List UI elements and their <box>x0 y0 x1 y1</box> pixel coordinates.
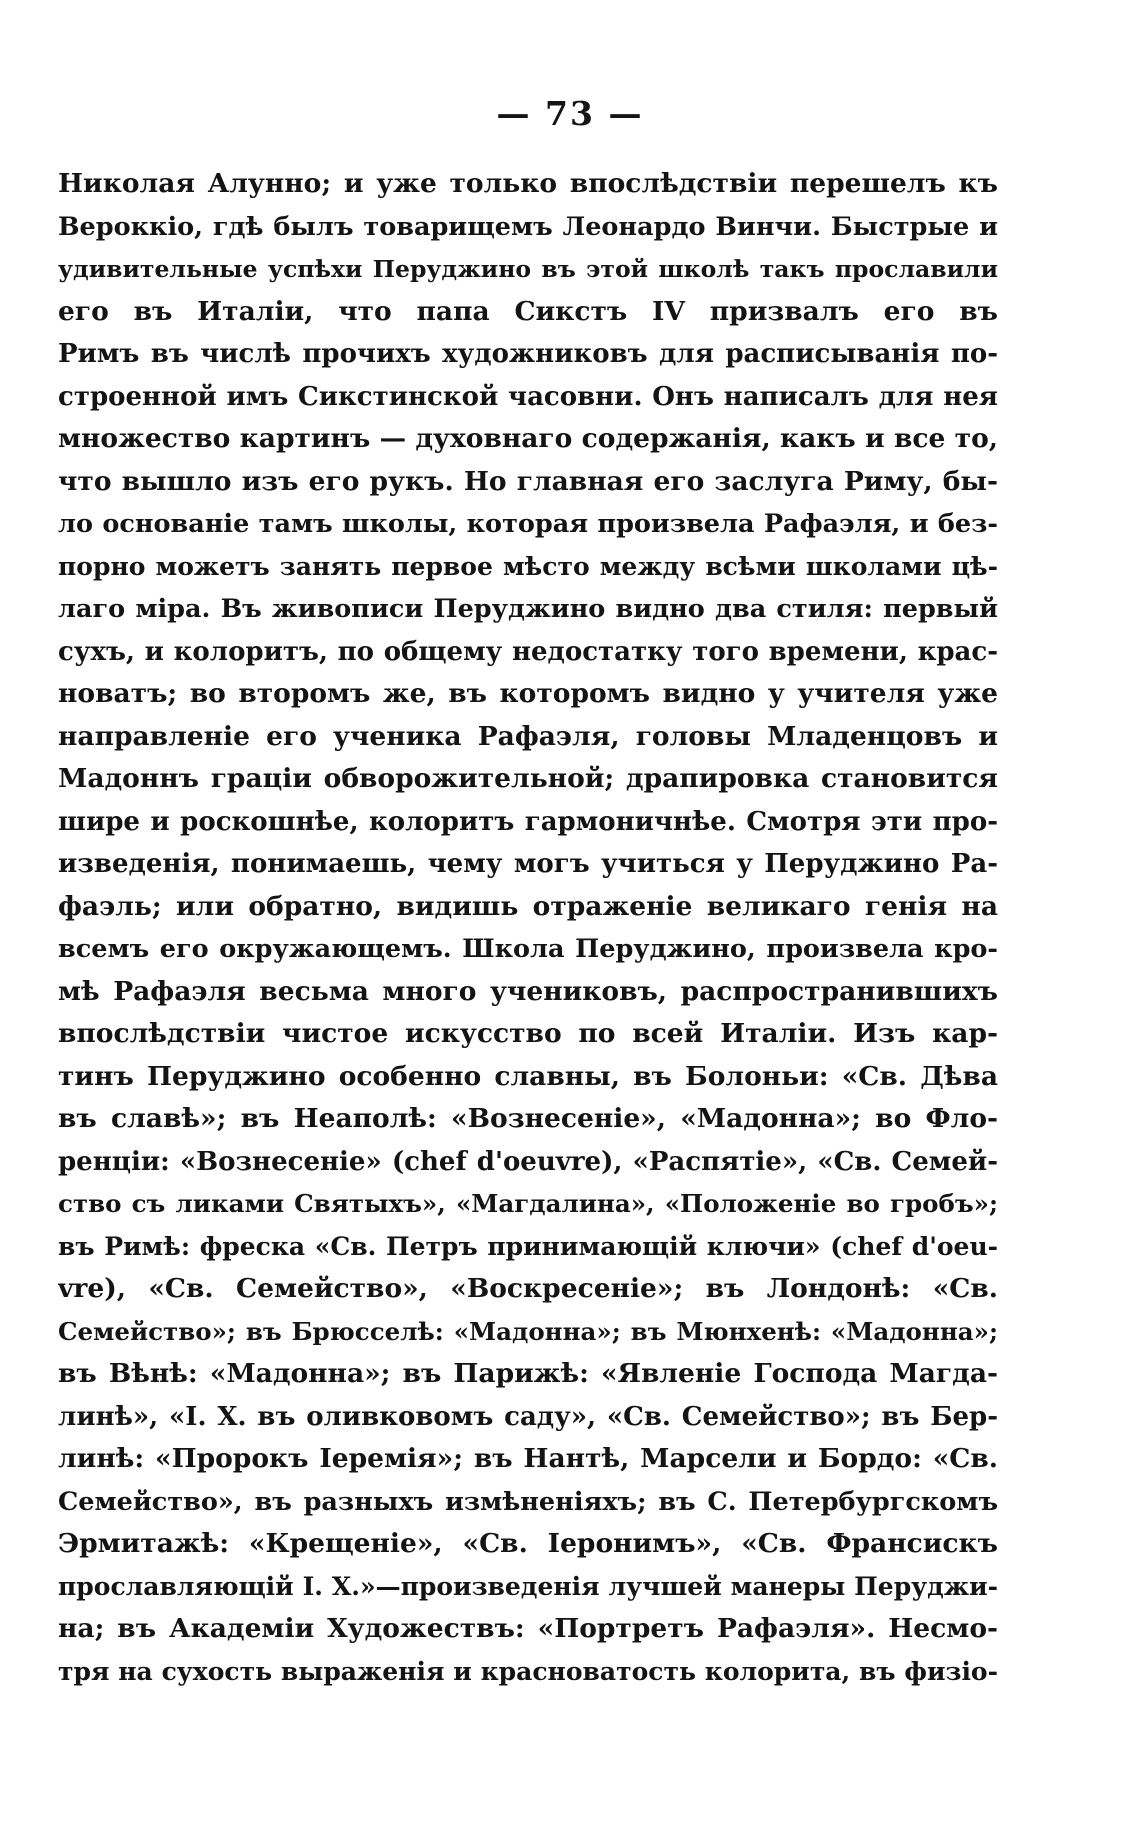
text-line: тря на сухость выраженія и красноватость колорита, въ физіо- <box>58 1656 998 1686</box>
text-line: Эрмитажѣ: «Крещеніе», «Св. Іеронимъ», «Св. Франсискъ <box>58 1528 998 1559</box>
text-line: направленіе его ученика Рафаэля, головы Младенцовъ и <box>58 720 998 752</box>
text-line: мѣ Рафаэля весьма много учениковъ, распространившихъ <box>58 975 998 1007</box>
text-line: Николая Алунно; и уже только впослѣдствіи перешелъ къ <box>58 168 998 199</box>
text-line: шире и роскошнѣе, колоритъ гармоничнѣе. Смотря эти про- <box>58 806 998 837</box>
text-line: ло основаніе тамъ школы, которая произвела Рафаэля, и без- <box>58 509 998 539</box>
text-line: всемъ его окружающемъ. Школа Перуджино, произвела кро- <box>58 934 998 964</box>
text-line: ство съ ликами Святыхъ», «Магдалина», «Положеніе во гробъ»; <box>58 1189 998 1218</box>
text-line: сухъ, и колоритъ, по общему недостатку того времени, крас- <box>58 636 998 667</box>
text-line: vre), «Св. Семейство», «Воскресеніе»; въ Лондонѣ: «Св. <box>58 1273 998 1304</box>
text-line: прославляющій І. Х.»—произведенія лучшей манеры Перуджи- <box>58 1571 998 1601</box>
text-line: множество картинъ — духовнаго содержанія, какъ и все то, <box>58 423 998 454</box>
text-line: Семейство»; въ Брюсселѣ: «Мадонна»; въ Мюнхенѣ: «Мадонна»; <box>58 1316 998 1346</box>
text-line: впослѣдствіи чистое искусство по всей Италіи. Изъ кар- <box>58 1018 998 1049</box>
text-line: въ Римѣ: фреска «Св. Петръ принимающій ключи» (chef d'oeu- <box>58 1231 998 1261</box>
text-line: новатъ; во второмъ же, въ которомъ видно у учителя уже <box>58 678 998 709</box>
text-line: Римъ въ числѣ прочихъ художниковъ для расписыванія по- <box>58 339 998 369</box>
text-line: въ Вѣнѣ: «Мадонна»; въ Парижѣ: «Явленіе Господа Магда- <box>58 1358 998 1389</box>
text-line: въ славѣ»; въ Неаполѣ: «Вознесеніе», «Мадонна»; во Фло- <box>58 1103 998 1134</box>
text-line: строенной имъ Сикстинской часовни. Онъ написалъ для нея <box>58 381 998 412</box>
text-line: фаэль; или обратно, видишь отраженіе великаго генія на <box>58 890 998 922</box>
text-line: удивительные успѣхи Перуджино въ этой школѣ такъ прославили <box>58 255 998 283</box>
text-line: тинъ Перуджино особенно славны, въ Болоньи: «Св. Дѣва <box>58 1060 998 1092</box>
text-line: его въ Италіи, что папа Сикстъ IV призвалъ его въ <box>58 295 998 327</box>
text-line: порно можетъ занять первое мѣсто между всѣми школами цѣ- <box>58 551 998 581</box>
text-line: Семейство», въ разныхъ измѣненіяхъ; въ С. Петербургскомъ <box>58 1486 998 1517</box>
text-line: линѣ», «І. Х. въ оливковомъ саду», «Св. Семейство»; въ Бер- <box>58 1401 998 1432</box>
text-line: что вышло изъ его рукъ. Но главная его заслуга Риму, бы- <box>58 465 998 497</box>
text-line: Мадоннъ граціи обворожительной; драпировка становится <box>58 763 998 794</box>
text-line: лаго міра. Въ живописи Перуджино видно два стиля: первый <box>58 594 998 624</box>
text-line: изведенія, понимаешь, чему могъ учиться у Перуджино Ра- <box>58 849 998 879</box>
text-line: Вероккіо, гдѣ былъ товарищемъ Леонардо Винчи. Быстрые и <box>58 211 998 242</box>
text-line: линѣ: «Пророкъ Іеремія»; въ Нантѣ, Марсели и Бордо: «Св. <box>58 1443 998 1474</box>
page-number: — 73 — <box>496 94 644 133</box>
text-line: ренціи: «Вознесеніе» (chef d'oeuvre), «Распятіе», «Св. Семей- <box>58 1146 998 1177</box>
text-line: на; въ Академіи Художествъ: «Портретъ Рафаэля». Несмо- <box>58 1613 998 1644</box>
body-text <box>58 163 998 1693</box>
